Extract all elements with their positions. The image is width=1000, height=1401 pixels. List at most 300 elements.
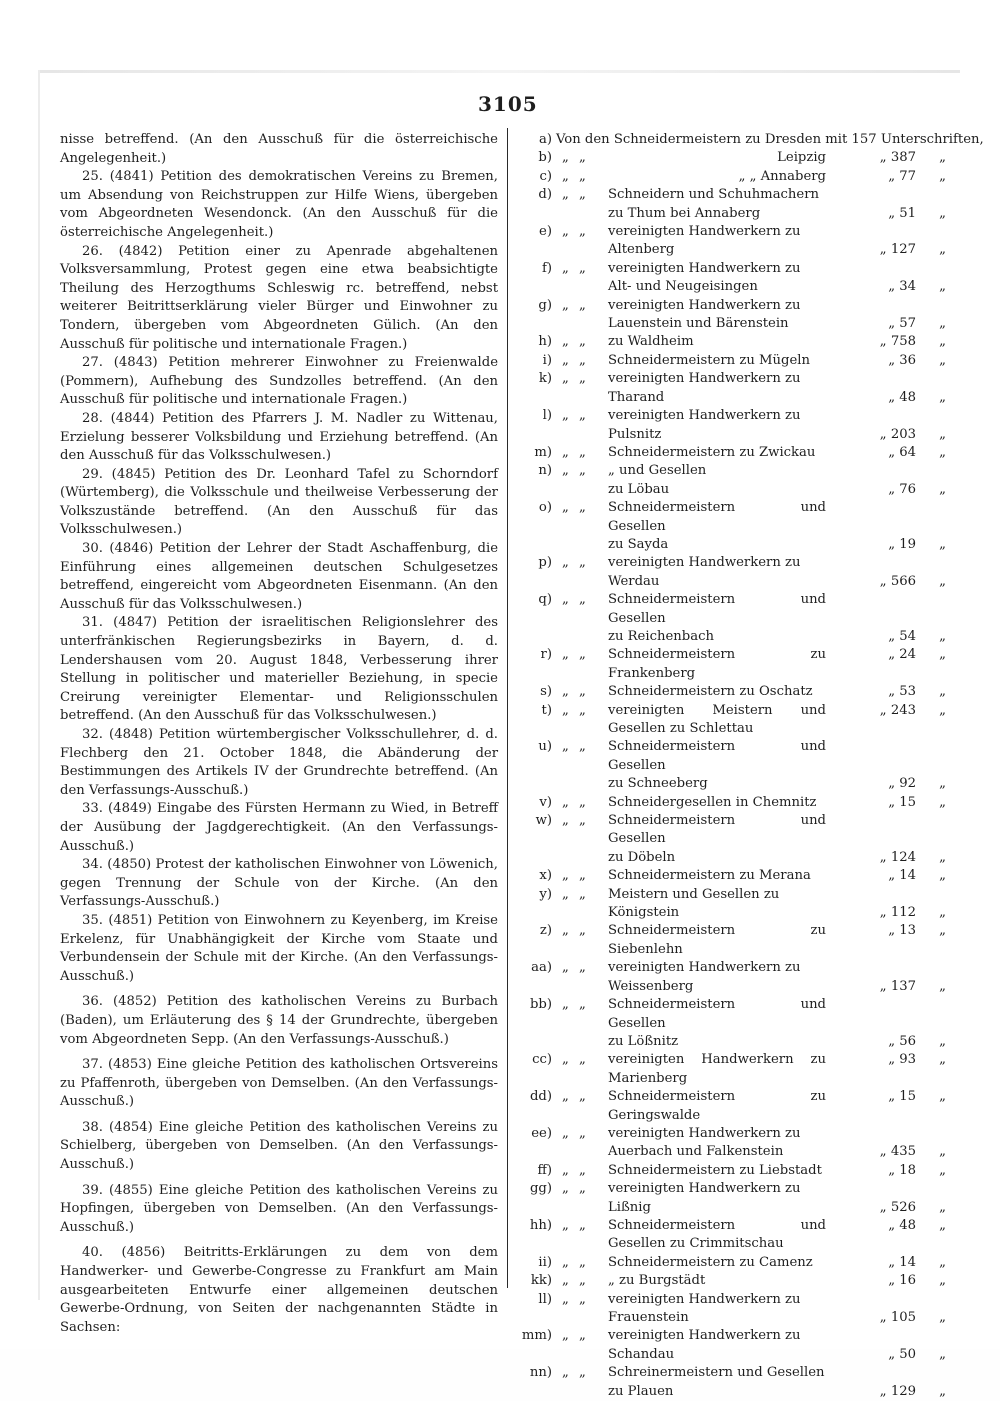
petition-entry: 40. (4856) Beitritts-Erklärungen zu dem von dem Handwerker- und Gewerbe-Congresse zu Frankfurt am Main ausgearbeiteten Entwurfe einer allgemeinen deutschen Gewerbe-Ordnung, von Seiten der nachgenannten Städte in Sachsen: <box>60 1245 498 1335</box>
list-item-label: b) <box>538 150 552 166</box>
ditto-mark: „ <box>939 242 946 258</box>
list-item-line: Schneidermeistern und Gesellen <box>608 739 826 773</box>
list-item-line: Schreinermeistern und Gesellen <box>608 1365 825 1381</box>
petition-entry: nisse betreffend. (An den Ausschuß für die österreichische Angelegenheit.) <box>60 132 498 166</box>
ditto-marks: „ „ <box>562 260 589 276</box>
list-item-line: „ und Gesellen <box>608 463 707 479</box>
list-item-line: zu Döbeln <box>608 849 676 865</box>
signature-count <box>826 867 922 885</box>
list-item-label: z) <box>539 923 552 939</box>
list-item-label: nn) <box>529 1365 552 1381</box>
count-value: 13 <box>899 923 916 939</box>
list-item <box>514 886 948 923</box>
signature-count <box>826 794 922 812</box>
list-item-label: t) <box>541 702 552 718</box>
ditto-mark: „ <box>939 1217 946 1233</box>
list-item-text <box>608 352 826 370</box>
ditto-mark: „ <box>939 389 946 405</box>
ditto-mark: „ <box>939 444 946 460</box>
ditto-mark: „ <box>939 150 946 166</box>
ditto-mark: „ <box>939 702 946 718</box>
ditto-mark: „ <box>939 868 946 884</box>
list-item-text <box>608 996 826 1051</box>
ditto-mark: „ <box>939 426 946 442</box>
list-item-line: Werdau <box>608 573 660 589</box>
count-value: 14 <box>899 1254 916 1270</box>
count-value: 48 <box>899 389 916 405</box>
list-item-text <box>608 554 826 591</box>
list-item-line: vereinigten Handwerkern zu <box>608 297 801 313</box>
count-value: 243 <box>890 702 916 718</box>
signature-count <box>826 149 922 167</box>
ditto-marks: „ „ <box>562 960 589 976</box>
ditto-mark: „ <box>888 279 900 295</box>
signature-count <box>826 1162 922 1180</box>
ditto-mark: „ <box>939 628 946 644</box>
list-item-line: vereinigten Handwerkern zu <box>608 555 801 571</box>
list-item-label: dd) <box>529 1089 552 1105</box>
ditto-mark: „ <box>879 1144 891 1160</box>
ditto-mark: „ <box>939 1199 946 1215</box>
list-item-label: y) <box>539 886 552 902</box>
list-item-line: vereinigten Handwerkern zu <box>608 1125 801 1141</box>
list-item-label: e) <box>539 224 552 240</box>
ditto-mark: „ <box>879 1199 891 1215</box>
signature-count <box>826 1383 922 1401</box>
ditto-marks: „ „ <box>562 352 589 368</box>
list-item <box>514 297 948 334</box>
list-item-line: Schneidermeistern und Gesellen <box>608 813 826 847</box>
list-item-label: v) <box>539 794 552 810</box>
list-item-label: ff) <box>537 1162 552 1178</box>
list-item-text <box>608 370 826 407</box>
petition-entry: 26. (4842) Petition einer zu Apenrade abgehaltenen Volksversammlung, Protest gegen eine etwa beabsichtigte Theilung des Herzogthums Schleswig rc. betreffend, nebst weiterer Beitrittserklärung vieler Bürger und Einwohner zu Tondern, übergeben vom Abgeordneten Gülich. (An den Ausschuß für politische und internationale Fragen.) <box>60 243 498 352</box>
list-item-text <box>608 260 826 297</box>
list-item <box>514 554 948 591</box>
ditto-mark: „ <box>888 1254 900 1270</box>
signature-count <box>826 1254 922 1272</box>
list-item-text <box>608 1254 826 1272</box>
list-item-text <box>608 333 826 351</box>
ditto-mark: „ <box>939 168 946 184</box>
ditto-mark: „ <box>888 628 900 644</box>
list-item-label: aa) <box>531 960 552 976</box>
signature-count <box>826 1272 922 1290</box>
ditto-mark: „ <box>879 150 891 166</box>
list-item-line: Frauenstein <box>608 1310 689 1325</box>
ditto-marks: „ „ <box>562 444 589 460</box>
ditto-mark: „ <box>939 776 946 792</box>
ditto-mark: „ <box>939 1033 946 1049</box>
list-item-line: „ „ Annaberg <box>738 168 826 184</box>
list-item-text <box>608 407 826 444</box>
list-item <box>514 702 948 739</box>
count-value: 48 <box>899 1217 916 1233</box>
ditto-marks: „ „ <box>562 592 589 608</box>
list-item-label: w) <box>535 813 552 829</box>
ditto-marks: „ „ <box>562 555 589 571</box>
list-item-text <box>608 186 826 223</box>
list-item-line: vereinigten Handwerkern zu <box>608 371 801 387</box>
count-value: 16 <box>899 1273 916 1289</box>
list-item-line: Schneidermeistern und Gesellen <box>608 500 826 534</box>
ditto-mark: „ <box>888 168 900 184</box>
ditto-marks: „ „ <box>562 813 589 829</box>
list-item-line: Schneidern und Schuhmachern <box>608 187 820 203</box>
ditto-mark: „ <box>939 334 946 350</box>
list-item-line: Schneidermeistern zu Liebstadt <box>608 1162 822 1178</box>
ditto-marks: „ „ <box>562 1052 589 1068</box>
count-value: 387 <box>890 150 916 166</box>
list-item-line: Tharand <box>608 389 665 405</box>
list-item <box>514 738 948 793</box>
count-value: 566 <box>890 573 916 589</box>
signature-count <box>826 775 922 793</box>
ditto-mark: „ <box>939 316 946 332</box>
count-value: 64 <box>899 444 916 460</box>
list-item-text <box>608 1327 826 1364</box>
ditto-mark: „ <box>888 352 900 368</box>
count-value: 34 <box>899 279 916 295</box>
scan-edge-left <box>38 70 40 1300</box>
count-value: 105 <box>890 1310 916 1325</box>
list-item <box>514 1162 948 1180</box>
ditto-mark: „ <box>939 1052 946 1068</box>
signature-count <box>826 1033 922 1051</box>
list-item-line: zu Thum bei Annaberg <box>608 205 761 221</box>
list-item-text <box>608 1125 826 1162</box>
ditto-marks: „ „ <box>562 1162 589 1178</box>
petition-entry: 34. (4850) Protest der katholischen Einwohner von Löwenich, gegen Trennung der Schule von der Kirche. (An den Verfassungs-Ausschuß.) <box>60 857 498 910</box>
list-header-row <box>514 131 984 149</box>
list-item-line: zu Löbau <box>608 481 670 497</box>
list-item-text <box>608 812 826 867</box>
signature-count <box>826 1217 922 1235</box>
list-item <box>514 1254 948 1272</box>
left-column <box>60 131 498 1337</box>
list-rows <box>514 149 948 1401</box>
ditto-mark: „ <box>939 352 946 368</box>
list-item-line: Schneidermeistern zu Zwickau <box>608 444 816 460</box>
petition-entry: 30. (4846) Petition der Lehrer der Stadt Aschaffenburg, die Einführung eines allgemeinen deutschen Schulgesetzes betreffend, eingereicht vom Abgeordneten Eisenmann. (An den Ausschuß für das Volksschulwesen.) <box>60 541 498 612</box>
ditto-mark: „ <box>888 1273 900 1289</box>
ditto-mark: „ <box>888 1052 900 1068</box>
petition-entry: 31. (4847) Petition der israelitischen Religionslehrer des unterfränkischen Regierungsbezirks in Bayern, d. d. Lendershausen vom 20. August 1848, Verbesserung ihrer Stellung in politischer und materieller Beziehung, in specie Creirung vereinigter Elementar- und Religionsschulen betreffend. (An den Ausschuß für das Volksschulwesen.) <box>60 615 498 724</box>
ditto-marks: „ „ <box>562 1125 589 1141</box>
list-item-line: Leipzig <box>777 150 826 166</box>
signature-count <box>826 278 922 296</box>
ditto-mark: „ <box>888 923 900 939</box>
list-item-label: ee) <box>531 1125 552 1141</box>
ditto-mark: „ <box>939 481 946 497</box>
petition-entry: 32. (4848) Petition würtembergischer Volksschullehrer, d. d. Flechberg den 21. October 1848, die Abänderung der Bestimmungen des Artikels IV der Grundrechte betreffend. (An den Verfassungs-Ausschuß.) <box>60 727 498 798</box>
list-item-text <box>608 223 826 260</box>
ditto-mark: „ <box>888 536 900 552</box>
ditto-marks: „ „ <box>562 187 589 203</box>
list-item <box>514 794 948 812</box>
ditto-mark: „ <box>888 1033 900 1049</box>
list-item-line: Schneidermeistern zu Oschatz <box>608 684 813 700</box>
petition-entry: 38. (4854) Eine gleiche Petition des katholischen Vereins zu Schielberg, übergeben von Demselben. (An den Verfassungs-Ausschuß.) <box>60 1119 498 1173</box>
ditto-mark: „ <box>888 684 900 700</box>
list-item-text <box>608 1088 826 1125</box>
list-item-text <box>608 462 826 499</box>
list-item-line: Schneidermeistern zu Mügeln <box>608 352 810 368</box>
ditto-marks: „ „ <box>562 408 589 424</box>
count-value: 15 <box>899 1089 916 1105</box>
ditto-marks: „ „ <box>562 923 589 939</box>
list-item-text <box>608 1291 826 1328</box>
list-item-text <box>608 1217 826 1254</box>
ditto-marks: „ „ <box>562 371 589 387</box>
page-number: 3105 <box>478 92 538 116</box>
ditto-mark: „ <box>939 1089 946 1105</box>
list-item-label: ii) <box>538 1254 552 1270</box>
list-item <box>514 499 948 554</box>
list-item-text <box>608 168 826 186</box>
ditto-mark: „ <box>939 794 946 810</box>
ditto-mark: „ <box>939 923 946 939</box>
count-value: 57 <box>899 316 916 332</box>
signature-count <box>826 168 922 186</box>
list-item-label: c) <box>539 168 552 184</box>
ditto-mark: „ <box>939 279 946 295</box>
signature-count <box>826 352 922 370</box>
ditto-marks: „ „ <box>562 647 589 663</box>
signature-count <box>826 1309 922 1327</box>
count-value: 92 <box>899 776 916 792</box>
list-item <box>514 370 948 407</box>
list-item-line: vereinigten Handwerkern zu <box>608 260 801 276</box>
ditto-marks: „ „ <box>562 997 589 1013</box>
signature-count <box>826 333 922 351</box>
ditto-mark: „ <box>888 1162 900 1178</box>
signature-count <box>826 628 922 646</box>
list-item-text <box>608 683 826 701</box>
list-item-label: o) <box>538 500 552 516</box>
list-item-line: Schneidermeistern und Gesellen zu Crimmitschau <box>608 1217 826 1252</box>
signature-count <box>826 978 922 996</box>
ditto-mark: „ <box>939 978 946 994</box>
ditto-mark: „ <box>888 1346 900 1362</box>
ditto-mark: „ <box>888 776 900 792</box>
list-item <box>514 462 948 499</box>
ditto-marks: „ „ <box>562 1365 589 1381</box>
list-item-text <box>608 959 826 996</box>
signature-count <box>826 1143 922 1161</box>
list-item <box>514 260 948 297</box>
count-value: 93 <box>899 1052 916 1068</box>
count-value: 124 <box>890 849 916 865</box>
list-item-text <box>608 499 826 554</box>
list-item-text <box>608 591 826 646</box>
list-item-line: „ zu Burgstädt <box>608 1273 706 1289</box>
list-item-line: Schneidermeistern und Gesellen <box>608 592 826 626</box>
count-value: 127 <box>890 242 916 258</box>
ditto-mark: „ <box>939 1310 946 1325</box>
petition-entry: 36. (4852) Petition des katholischen Vereins zu Burbach (Baden), um Erläuterung des § 14 der Grundrechte, übergeben vom Abgeordneten Sepp. (An den Verfassungs-Ausschuß.) <box>60 994 498 1047</box>
list-item <box>514 646 948 683</box>
list-item-text <box>608 738 826 793</box>
list-item-label: kk) <box>530 1273 552 1289</box>
list-item <box>514 352 948 370</box>
ditto-mark: „ <box>939 1162 946 1178</box>
list-item-line: Schneidergesellen in Chemnitz <box>608 794 817 810</box>
count-value: 526 <box>890 1199 916 1215</box>
ditto-mark: „ <box>939 1383 946 1399</box>
signature-count <box>826 573 922 591</box>
count-value: 77 <box>899 168 916 184</box>
list-item <box>514 959 948 996</box>
ditto-mark: „ <box>939 536 946 552</box>
list-item <box>514 1327 948 1364</box>
ditto-mark: „ <box>939 1346 946 1362</box>
list-item-line: Schneidermeistern zu Geringswalde <box>608 1089 826 1123</box>
list-item-line: vereinigten Handwerkern zu Marienberg <box>608 1052 826 1086</box>
list-item-line: zu Reichenbach <box>608 628 714 644</box>
list-item-line: Schneidermeistern zu Merana <box>608 868 811 884</box>
list-item-label: p) <box>538 555 552 571</box>
signature-count <box>826 1051 922 1069</box>
petition-entry: 37. (4853) Eine gleiche Petition des katholischen Ortsvereins zu Pfaffenroth, übergeben von Demselben. (An den Verfassungs-Ausschuß.) <box>60 1057 498 1110</box>
list-item-text <box>608 1364 826 1401</box>
ditto-mark: „ <box>888 481 900 497</box>
list-item-line: Lauenstein und Bärenstein <box>608 316 789 332</box>
list-item-label: cc) <box>532 1052 552 1068</box>
count-value: 435 <box>890 1144 916 1160</box>
list-item-line: vereinigten Handwerkern zu <box>608 1291 801 1307</box>
list-item-label: hh) <box>529 1217 552 1233</box>
signature-count <box>826 426 922 444</box>
count-value: 24 <box>899 647 916 663</box>
list-item-text <box>608 867 826 885</box>
count-value: 53 <box>899 684 916 700</box>
ditto-mark: „ <box>939 205 946 221</box>
count-value: 15 <box>899 794 916 810</box>
scan-edge-top <box>40 70 960 73</box>
list-item-line: Alt- und Neugeisingen <box>608 279 758 295</box>
petition-entry: 27. (4843) Petition mehrerer Einwohner zu Freienwalde (Pommern), Aufhebung des Sundzolles betreffend. (An den Ausschuß für politische und internationale Fragen.) <box>60 355 498 408</box>
ditto-marks: „ „ <box>562 739 589 755</box>
signature-count <box>826 1199 922 1217</box>
list-item-label: u) <box>538 739 552 755</box>
column-divider <box>507 128 508 1288</box>
list-item-text <box>608 149 826 167</box>
list-item-line: zu Sayda <box>608 536 669 552</box>
petition-entry: 33. (4849) Eingabe des Fürsten Hermann zu Wied, in Betreff der Ausübung der Jagdgerechtigkeit. (An den Verfassungs-Ausschuß.) <box>60 801 498 854</box>
ditto-marks: „ „ <box>562 794 589 810</box>
list-item-line: Altenberg <box>608 242 675 258</box>
signature-count <box>826 702 922 720</box>
list-item-text <box>608 1051 826 1088</box>
list-item-text <box>608 444 826 462</box>
list-item <box>514 591 948 646</box>
signature-count <box>826 481 922 499</box>
count-value: 758 <box>890 334 916 350</box>
list-item-line: Königstein <box>608 905 680 921</box>
list-item-label: a) <box>538 132 552 147</box>
ditto-mark: „ <box>879 1310 891 1325</box>
list-header-text: Von den Schneidermeistern zu Dresden mit 157 Unterschriften, <box>556 132 984 147</box>
list-item-line: Lißnig <box>608 1199 651 1215</box>
list-item-label: s) <box>540 684 552 700</box>
list-item <box>514 922 948 959</box>
list-item-line: Weissenberg <box>608 978 694 994</box>
ditto-mark: „ <box>888 389 900 405</box>
ditto-marks: „ „ <box>562 297 589 313</box>
count-value: 14 <box>899 868 916 884</box>
list-item-text <box>608 886 826 923</box>
ditto-marks: „ „ <box>562 500 589 516</box>
count-value: 76 <box>899 481 916 497</box>
list-item-label: i) <box>542 352 552 368</box>
count-value: 112 <box>890 905 916 921</box>
ditto-mark: „ <box>879 905 891 921</box>
list-item-text <box>608 1272 826 1290</box>
count-value: 51 <box>899 205 916 221</box>
ditto-mark: „ <box>939 849 946 865</box>
list-item <box>514 1125 948 1162</box>
ditto-marks: „ „ <box>562 1181 589 1197</box>
list-item <box>514 333 948 351</box>
ditto-marks: „ „ <box>562 1089 589 1105</box>
signature-count <box>826 315 922 333</box>
list-item-line: vereinigten Handwerkern zu <box>608 408 801 424</box>
list-item-label: m) <box>534 444 552 460</box>
list-item <box>514 812 948 867</box>
list-item <box>514 444 948 462</box>
ditto-mark: „ <box>888 794 900 810</box>
signature-count <box>826 444 922 462</box>
list-item <box>514 168 948 186</box>
list-item <box>514 1051 948 1088</box>
list-item <box>514 1088 948 1125</box>
ditto-marks: „ „ <box>562 224 589 240</box>
list-item-line: zu Waldheim <box>608 334 694 350</box>
list-item-line: Schandau <box>608 1346 675 1362</box>
ditto-marks: „ „ <box>562 1254 589 1270</box>
ditto-mark: „ <box>888 316 900 332</box>
list-item-text <box>608 297 826 334</box>
petition-entry: 29. (4845) Petition des Dr. Leonhard Tafel zu Schorndorf (Würtemberg), die Volksschule und theilweise Verbesserung der Volkszustände betreffend. (An den Ausschuß für das Volksschulwesen.) <box>60 466 498 538</box>
ditto-mark: „ <box>888 647 900 663</box>
count-value: 203 <box>890 426 916 442</box>
petition-entry: 28. (4844) Petition des Pfarrers J. M. Nadler zu Wittenau, Erzielung besserer Volksbildung und Erziehung betreffend. (An den Ausschuß für das Volksschulwesen.) <box>60 410 498 464</box>
count-value: 137 <box>890 978 916 994</box>
list-item-text <box>608 702 826 739</box>
list-item-line: Meistern und Gesellen zu <box>608 886 780 902</box>
list-item-line: vereinigten Handwerkern zu <box>608 1181 801 1197</box>
ditto-mark: „ <box>939 684 946 700</box>
signature-count <box>826 849 922 867</box>
list-item-line: zu Plauen <box>608 1383 674 1399</box>
list-item-line: Pulsnitz <box>608 426 662 442</box>
ditto-marks: „ „ <box>562 886 589 902</box>
ditto-marks: „ „ <box>562 868 589 884</box>
list-item-label: ll) <box>538 1291 552 1307</box>
ditto-marks: „ „ <box>562 1291 589 1307</box>
list-item-line: vereinigten Handwerkern zu <box>608 960 801 976</box>
signature-count <box>826 683 922 701</box>
list-item-text <box>608 1180 826 1217</box>
list-item-label: n) <box>538 463 552 479</box>
ditto-mark: „ <box>879 573 891 589</box>
ditto-marks: „ „ <box>562 1273 589 1289</box>
list-item-label: mm) <box>521 1328 552 1344</box>
list-item-label: l) <box>542 408 552 424</box>
list-item-text <box>608 1162 826 1180</box>
list-item-label: x) <box>539 868 552 884</box>
